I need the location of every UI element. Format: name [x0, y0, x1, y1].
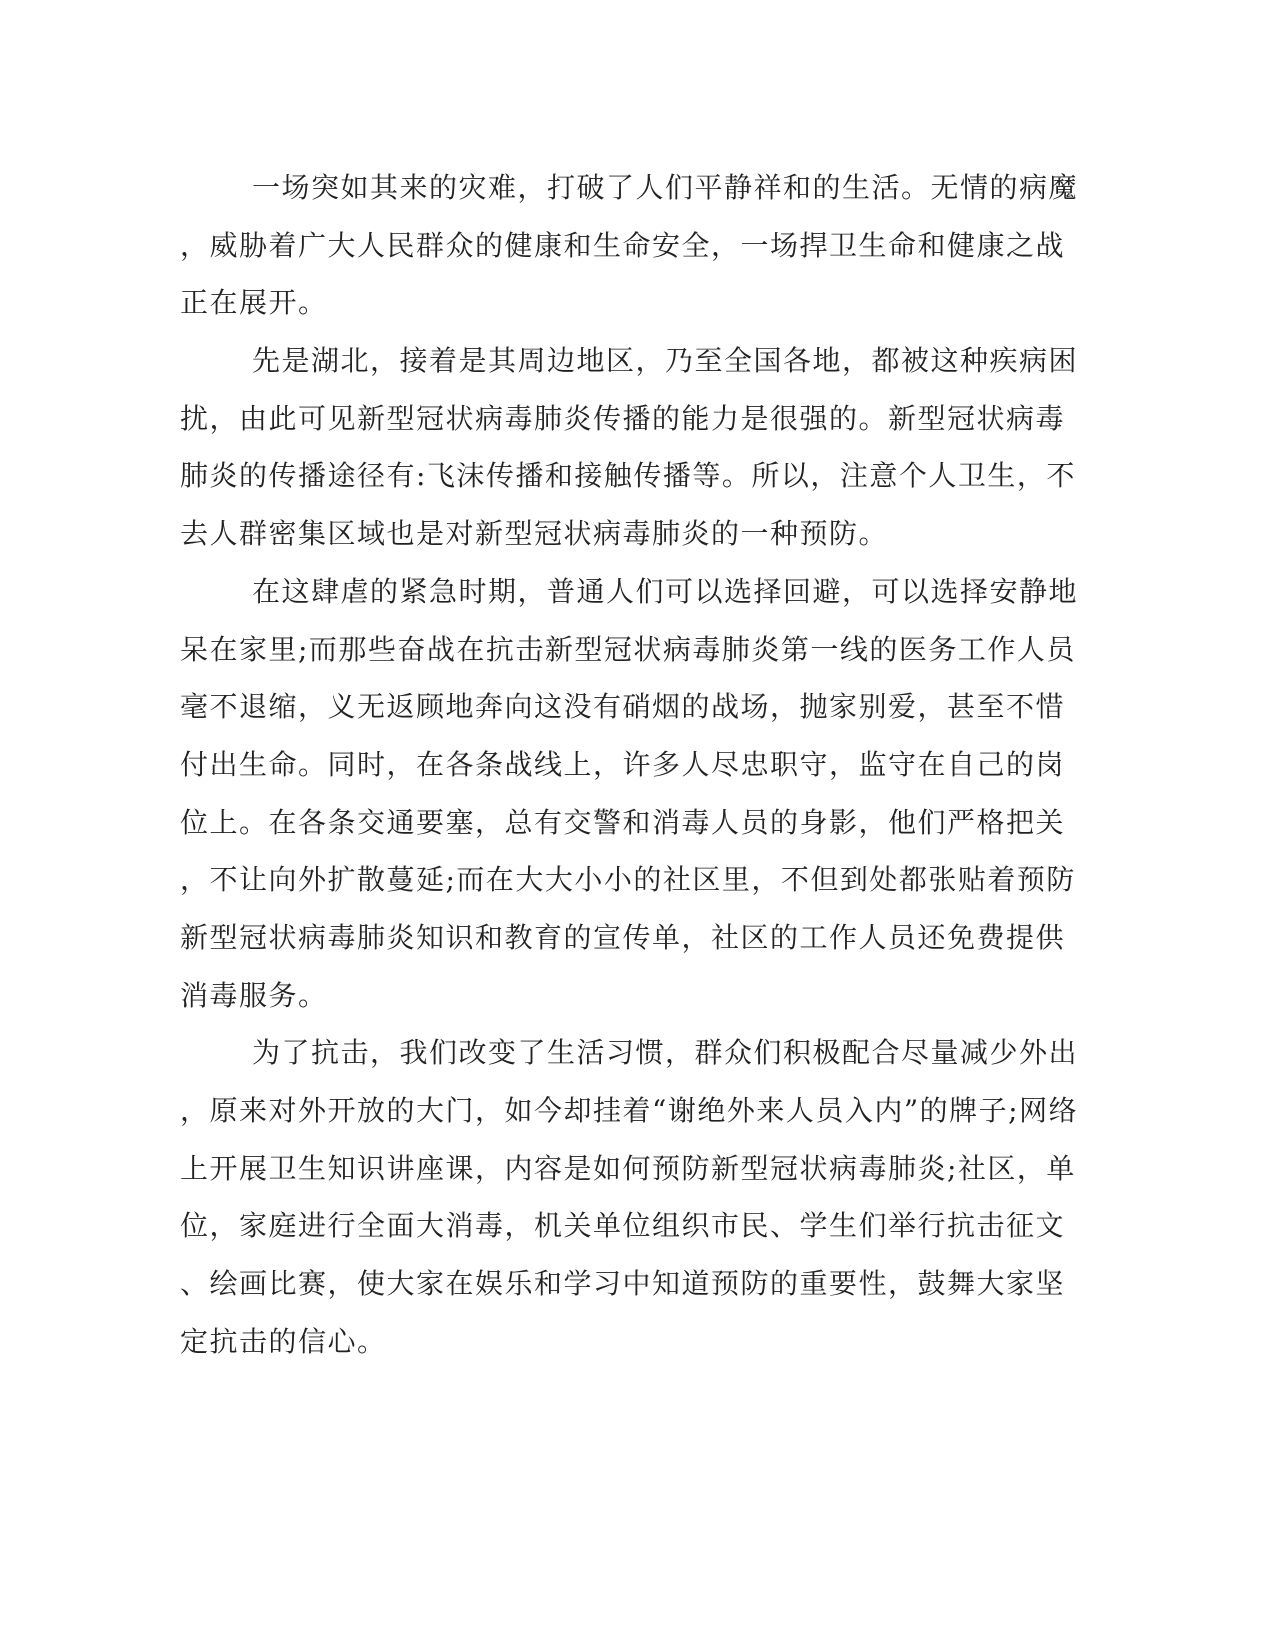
paragraph-1-line-3: 正在展开。 — [180, 286, 328, 320]
paragraph-2-line-3: 肺炎的传播途径有:飞沫传播和接触传播等。所以，注意个人卫生，不 — [180, 459, 1076, 493]
paragraph-4-line-2: ，原来对外开放的大门，如今却挂着“谢绝外来人员入内”的牌子;网络 — [180, 1094, 1079, 1127]
paragraph-2-line-4: 去人群密集区域也是对新型冠状病毒肺炎的一种预防。 — [180, 517, 889, 551]
paragraph-2-line-2: 扰，由此可见新型冠状病毒肺炎传播的能力是很强的。新型冠状病毒 — [180, 401, 1066, 435]
paragraph-3-line-6: ，不让向外扩散蔓延;而在大大小小的社区里，不但到处都张贴着预防 — [180, 863, 1076, 897]
paragraph-4-line-4: 位，家庭进行全面大消毒，机关单位组织市民、学生们举行抗击征文 — [180, 1209, 1066, 1243]
paragraph-3-line-8: 消毒服务。 — [180, 978, 328, 1012]
paragraph-3-line-7: 新型冠状病毒肺炎知识和教育的宣传单，社区的工作人员还免费提供 — [180, 920, 1066, 954]
paragraph-3-line-1: 在这肆虐的紧急时期，普通人们可以选择回避，可以选择安静地 — [252, 574, 1079, 608]
paragraph-2-line-1: 先是湖北，接着是其周边地区，乃至全国各地，都被这种疾病困 — [252, 344, 1079, 378]
paragraph-3-line-2: 呆在家里;而那些奋战在抗击新型冠状病毒肺炎第一线的医务工作人员 — [180, 632, 1076, 666]
paragraph-3-line-4: 付出生命。同时，在各条战线上，许多人尽忠职守，监守在自己的岗 — [180, 747, 1066, 781]
paragraph-4-line-3: 上开展卫生知识讲座课，内容是如何预防新型冠状病毒肺炎;社区，单 — [180, 1151, 1076, 1185]
paragraph-4-line-5: 、绘画比赛，使大家在娱乐和学习中知道预防的重要性，鼓舞大家坚 — [180, 1267, 1066, 1301]
paragraph-1-line-1: 一场突如其来的灾难，打破了人们平静祥和的生活。无情的病魔 — [252, 171, 1079, 204]
document-body — [180, 159, 1079, 1370]
paragraph-3-line-3: 毫不退缩，义无返顾地奔向这没有硝烟的战场，抛家别爱，甚至不惜 — [180, 690, 1066, 724]
paragraph-1-line-2: ，威胁着广大人民群众的健康和生命安全，一场捍卫生命和健康之战 — [180, 228, 1066, 262]
paragraph-3-line-5: 位上。在各条交通要塞，总有交警和消毒人员的身影，他们严格把关 — [180, 805, 1066, 839]
paragraph-4-line-6: 定抗击的信心。 — [180, 1324, 387, 1358]
paragraph-4-line-1: 为了抗击，我们改变了生活习惯，群众们积极配合尽量减少外出 — [252, 1036, 1079, 1070]
